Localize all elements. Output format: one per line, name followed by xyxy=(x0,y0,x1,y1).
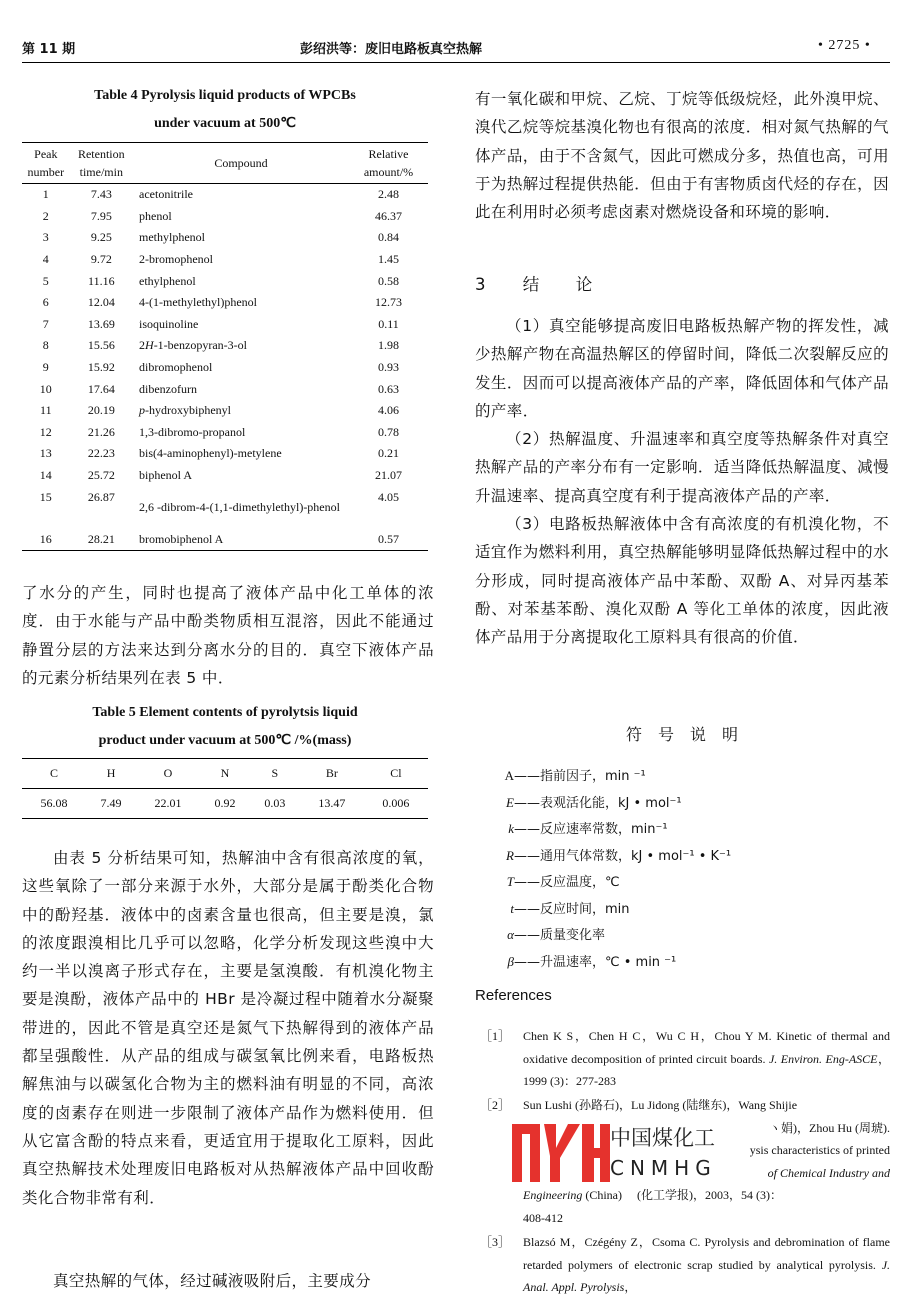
table4-cell-rt: 7.43 xyxy=(90,187,112,202)
table4-row xyxy=(22,227,428,249)
reference-3-number: ［3］ xyxy=(480,1235,511,1249)
symbol-letter: A xyxy=(504,768,514,783)
table4-cell-amount: 1.45 xyxy=(378,252,399,267)
table4-cell-compound: dibenzofurn xyxy=(139,381,197,396)
table4-row xyxy=(22,335,428,357)
reference-2: ［2］ Sun Lushi (孙路石)，Lu Jidong (陆继东)，Wang Shijie ヽ娟)，Zhou Hu (周琥). ysis characteristics of printed of Chemical Industry and Engineering (China) (化工学报)，2003，54 (3)： 408-412 xyxy=(523,1094,890,1229)
conclusion-2: （2）热解温度、升温速率和真空度等热解条件对真空热解产品的产率分布有一定影响．适当降低热解温度、减慢升温速率、提高真空度有利于提高液体产品的产率． xyxy=(475,430,889,505)
table4-cell-peak: 12 xyxy=(39,424,52,439)
table4-cell-compound: 2H-1-benzopyran-3-ol xyxy=(139,338,247,353)
table4-cell-rt: 26.87 xyxy=(87,490,115,505)
symbol-item xyxy=(502,790,882,817)
table4-cell-peak: 7 xyxy=(42,316,49,331)
table4-cell-amount: 0.93 xyxy=(378,360,399,375)
symbol-description: ——质量变化率 xyxy=(514,928,606,943)
table4-header-compound: Compound xyxy=(214,156,268,170)
symbol-description: ——反应时间，min xyxy=(514,901,630,917)
page-number: • 2725 • xyxy=(818,38,871,53)
table4-cell-amount: 0.58 xyxy=(378,273,399,288)
table4-cell-rt: 20.19 xyxy=(87,403,115,418)
table5-header-cell: H xyxy=(106,766,116,780)
table5-header-cell: N xyxy=(220,766,230,780)
table4-cell-peak: 3 xyxy=(42,230,49,245)
table4-cell-rt: 12.04 xyxy=(87,295,115,310)
table4-row xyxy=(22,292,428,314)
conclusion-1: （1）真空能够提高废旧电路板热解产物的挥发性，减少热解产物在高温热解区的停留时间，降低二次裂解反应的发生．因而可以提高液体产品的产率，降低固体和气体产品的产率． xyxy=(475,317,889,420)
symbol-item xyxy=(502,896,882,923)
table5-header-cell: Br xyxy=(325,766,338,780)
table4-cell-peak: 11 xyxy=(40,403,52,418)
right-paragraph-1: 有一氧化碳和甲烷、乙烷、丁烷等低级烷烃，此外溴甲烷、溴代乙烷等烷基溴化物也有很高的浓度．相对氮气热解的气体产品，由于不含氮气，因此可燃成分多，热值也高，可用于为热解过程提供热能．但由于有害物质卤代烃的存在，因此在利用时必须考虑卤素对燃烧设备和环境的影响． xyxy=(475,90,889,222)
table4-cell-compound: acetonitrile xyxy=(139,187,193,202)
table4-cell-compound: 2,6 -dibrom-4-(1,1-dimethylethyl)-phenol xyxy=(139,500,340,515)
table5-header-cell: S xyxy=(271,766,279,780)
section-3-heading xyxy=(475,271,602,295)
table4-cell-peak: 10 xyxy=(39,381,52,396)
table4-cell-rt: 21.26 xyxy=(87,424,115,439)
table4-cell-compound: biphenol A xyxy=(139,468,193,483)
symbol-letter: k xyxy=(508,821,514,836)
table4-cell-compound: 4-(1-methylethyl)phenol xyxy=(139,295,257,310)
symbol-item xyxy=(502,922,882,949)
table4-header-rt: Retention time/min xyxy=(77,147,125,179)
table4-cell-peak: 16 xyxy=(39,531,52,546)
reference-2-number: ［2］ xyxy=(480,1098,511,1112)
table5-value-cell: 0.03 xyxy=(264,796,286,810)
left-paragraph-3: 真空热解的气体，经过碱液吸附后，主要成分 xyxy=(53,1272,372,1290)
table4-cell-compound: 1,3-dibromo-propanol xyxy=(139,424,246,439)
table4-cell-rt: 9.72 xyxy=(90,252,112,267)
symbol-letter: T xyxy=(506,874,514,889)
table4-cell-amount: 0.21 xyxy=(378,446,399,461)
table4-row xyxy=(22,184,428,206)
table5-value-cell: 0.006 xyxy=(382,796,410,810)
symbol-description: ——表观活化能，kJ • mol⁻¹ xyxy=(514,795,682,811)
table4-cell-compound: methylphenol xyxy=(139,230,206,245)
conclusions xyxy=(475,312,889,652)
table4-cell-compound: phenol xyxy=(139,208,172,223)
table5-value-cell: 56.08 xyxy=(40,796,68,810)
logo-cn-text: 中国煤化工 xyxy=(610,1126,715,1150)
table4-header-amount: Relative amount/% xyxy=(363,147,414,179)
symbol-description: ——升温速率，℃ • min ⁻¹ xyxy=(514,954,677,970)
symbols-title: 符 号 说 明 xyxy=(625,725,738,744)
symbol-description: ——反应速率常数，min⁻¹ xyxy=(514,822,668,837)
table5-value-cell: 7.49 xyxy=(100,796,122,810)
header-rule xyxy=(22,62,890,63)
table4-cell-peak: 1 xyxy=(42,187,49,202)
section-3-title: 结 论 xyxy=(522,275,603,294)
table5-value-cell: 22.01 xyxy=(154,796,182,810)
left-paragraph-1: 了水分的产生，同时也提高了液体产品中化工单体的浓度．由于水能与产品中酚类物质相互混溶，因此不能通过静置分层的方法来达到分离水分的目的．真空下液体产品的元素分析结果列在表 5 中． xyxy=(22,584,434,687)
running-title: 彭绍洪等：废旧电路板真空热解 xyxy=(300,42,483,57)
table4-cell-amount: 4.05 xyxy=(378,490,399,505)
table4-header-row xyxy=(22,143,428,184)
table4-row xyxy=(22,270,428,292)
table4-cell-amount: 21.07 xyxy=(375,468,402,483)
table4-header-peak: Peak number xyxy=(27,147,65,179)
table4-cell-rt: 15.92 xyxy=(87,360,115,375)
table4-cell-amount: 0.57 xyxy=(378,531,399,546)
table4-row xyxy=(22,314,428,336)
table4-cell-amount: 46.37 xyxy=(375,208,402,223)
symbol-letter: α xyxy=(507,927,514,942)
table4-cell-peak: 2 xyxy=(42,208,49,223)
symbol-letter: E xyxy=(506,794,514,810)
symbol-letter: t xyxy=(510,900,514,916)
table5-header-row xyxy=(22,759,428,789)
table4-cell-compound: bis(4-aminophenyl)-metylene xyxy=(139,446,282,461)
table4-cell-amount: 12.73 xyxy=(375,295,402,310)
symbol-description: ——反应温度，℃ xyxy=(514,875,620,890)
symbol-letter: R xyxy=(506,847,514,863)
symbol-item xyxy=(502,869,882,896)
reference-1-number: ［1］ xyxy=(480,1029,511,1043)
table5-caption-line1: Table 5 Element contents of pyrolytsis liquid xyxy=(92,705,358,720)
table4-cell-amount: 1.98 xyxy=(378,338,399,353)
left-paragraph-2: 由表 5 分析结果可知，热解油中含有很高浓度的氧，这些氧除了一部分来源于水外，大部分是属于酚类化合物中的酚羟基．液体中的卤素含量也很高，但主要是溴，氯的浓度跟溴相比几乎可以忽略，化学分析发现这些溴中大约一半以溴离子形式存在，主要是氢溴酸．有机溴化物主要是溴酚，液体产品中的 HBr 是冷凝过程中随着水分凝聚带进的，因此不管是真空还是氮气下热解得到的液体产品都呈强酸性．从产品的组成与碳氢氧比例来看，电路板热解焦油与以碳氢化合物为主的燃料油有明显的不同，高浓度的卤素存在则进一步限制了液体产品作为燃料使用．但从它富含酚的特点来看，更适宜用于提取化工原料，因此真空热解技术处理废旧电路板对从热解液体产品中回收酚类化合物非常有利． xyxy=(22,849,434,1207)
cnmhg-logo xyxy=(510,1118,722,1188)
table4-row xyxy=(22,465,428,487)
table4-row xyxy=(22,378,428,400)
table4-cell-compound: ethylphenol xyxy=(139,273,196,288)
table4-row xyxy=(22,443,428,465)
table4-cell-amount: 0.63 xyxy=(378,381,399,396)
table4-cell-rt: 25.72 xyxy=(87,468,115,483)
table4-cell-compound: 2-bromophenol xyxy=(139,252,214,267)
table5-header-cell: C xyxy=(50,766,59,780)
table4-cell-peak: 14 xyxy=(39,468,52,483)
table4-cell-amount: 0.84 xyxy=(378,230,399,245)
symbol-letter: β xyxy=(507,953,514,969)
table4-cell-rt: 7.95 xyxy=(90,208,112,223)
table5-value-row xyxy=(22,789,428,819)
table4-row xyxy=(22,486,428,528)
table4-cell-peak: 9 xyxy=(42,360,49,375)
symbol-item xyxy=(502,843,882,870)
table4-cell-peak: 13 xyxy=(39,446,52,461)
symbol-item xyxy=(502,816,882,843)
table4-cell-compound: bromobiphenol A xyxy=(139,531,224,546)
reference-1: ［1］ Chen K S，Chen H C，Wu C H，Chou Y M. Kinetic of thermal and oxidative decomposition of printed circuit boards. J. Environ. Eng-ASCE，1999 (3)：277-283 xyxy=(523,1025,890,1093)
table4-row xyxy=(22,357,428,379)
table4-row xyxy=(22,206,428,228)
section-3-number: 3 xyxy=(475,275,496,294)
issue-number: 第 11 期 xyxy=(22,42,76,57)
table4-caption-line1: Table 4 Pyrolysis liquid products of WPCBs xyxy=(94,88,356,103)
table4-cell-rt: 11.16 xyxy=(88,273,115,288)
symbol-description: ——通用气体常数，kJ • mol⁻¹ • K⁻¹ xyxy=(514,848,732,864)
symbols-list xyxy=(502,763,882,975)
table4 xyxy=(22,142,428,551)
table4-cell-amount: 0.11 xyxy=(378,316,399,331)
conclusion-3: （3）电路板热解液体中含有高浓度的有机溴化物，不适宜作为燃料利用，真空热解能够明显降低热解过程中的水分形成，同时提高液体产品中苯酚、双酚 A、对异丙基苯酚、对苯基苯酚、溴化双酚 A 等化工单体的浓度，因此液体产品用于分离提取化工原料具有很高的价值． xyxy=(475,515,889,647)
table4-cell-rt: 17.64 xyxy=(87,381,115,396)
table4-cell-peak: 6 xyxy=(42,295,49,310)
table4-row xyxy=(22,422,428,444)
table4-cell-peak: 4 xyxy=(42,252,49,267)
symbol-item xyxy=(502,949,882,976)
table4-row xyxy=(22,528,428,550)
table4-cell-compound: isoquinoline xyxy=(139,316,199,331)
table5-header-cell: Cl xyxy=(390,766,402,780)
reference-3: ［3］ Blazsó M，Czégény Z，Csoma C. Pyrolysis and debromination of flame retarded polymers of electronic scrap studied by analytical pyrolysis. J. Anal. Appl. Pyrolysis， xyxy=(523,1231,890,1299)
table5-header-cell: O xyxy=(163,766,173,780)
table4-cell-rt: 15.56 xyxy=(87,338,115,353)
table4-cell-peak: 5 xyxy=(42,273,49,288)
table5 xyxy=(22,758,428,819)
table4-cell-amount: 4.06 xyxy=(378,403,399,418)
table4-cell-amount: 2.48 xyxy=(378,187,399,202)
table4-cell-peak: 8 xyxy=(42,338,49,353)
table5-value-cell: 13.47 xyxy=(318,796,346,810)
table5-value-cell: 0.92 xyxy=(214,796,236,810)
table5-caption-line2: product under vacuum at 500℃ /%(mass) xyxy=(98,733,352,748)
table4-cell-compound: p-hydroxybiphenyl xyxy=(139,403,232,418)
table4-cell-peak: 15 xyxy=(39,490,52,505)
symbol-item xyxy=(502,763,882,790)
table4-cell-rt: 13.69 xyxy=(87,316,115,331)
table4-cell-amount: 0.78 xyxy=(378,424,399,439)
table4-cell-compound: dibromophenol xyxy=(139,360,213,375)
logo-en-text: CNMHG xyxy=(610,1156,717,1180)
table4-cell-rt: 22.23 xyxy=(87,446,115,461)
table4-cell-rt: 9.25 xyxy=(90,230,112,245)
symbol-description: ——指前因子，min ⁻¹ xyxy=(514,769,646,784)
references-title: References xyxy=(475,987,552,1004)
table4-row xyxy=(22,400,428,422)
table4-cell-rt: 28.21 xyxy=(87,531,115,546)
table4-row xyxy=(22,249,428,271)
table4-caption-line2: under vacuum at 500℃ xyxy=(154,116,296,131)
